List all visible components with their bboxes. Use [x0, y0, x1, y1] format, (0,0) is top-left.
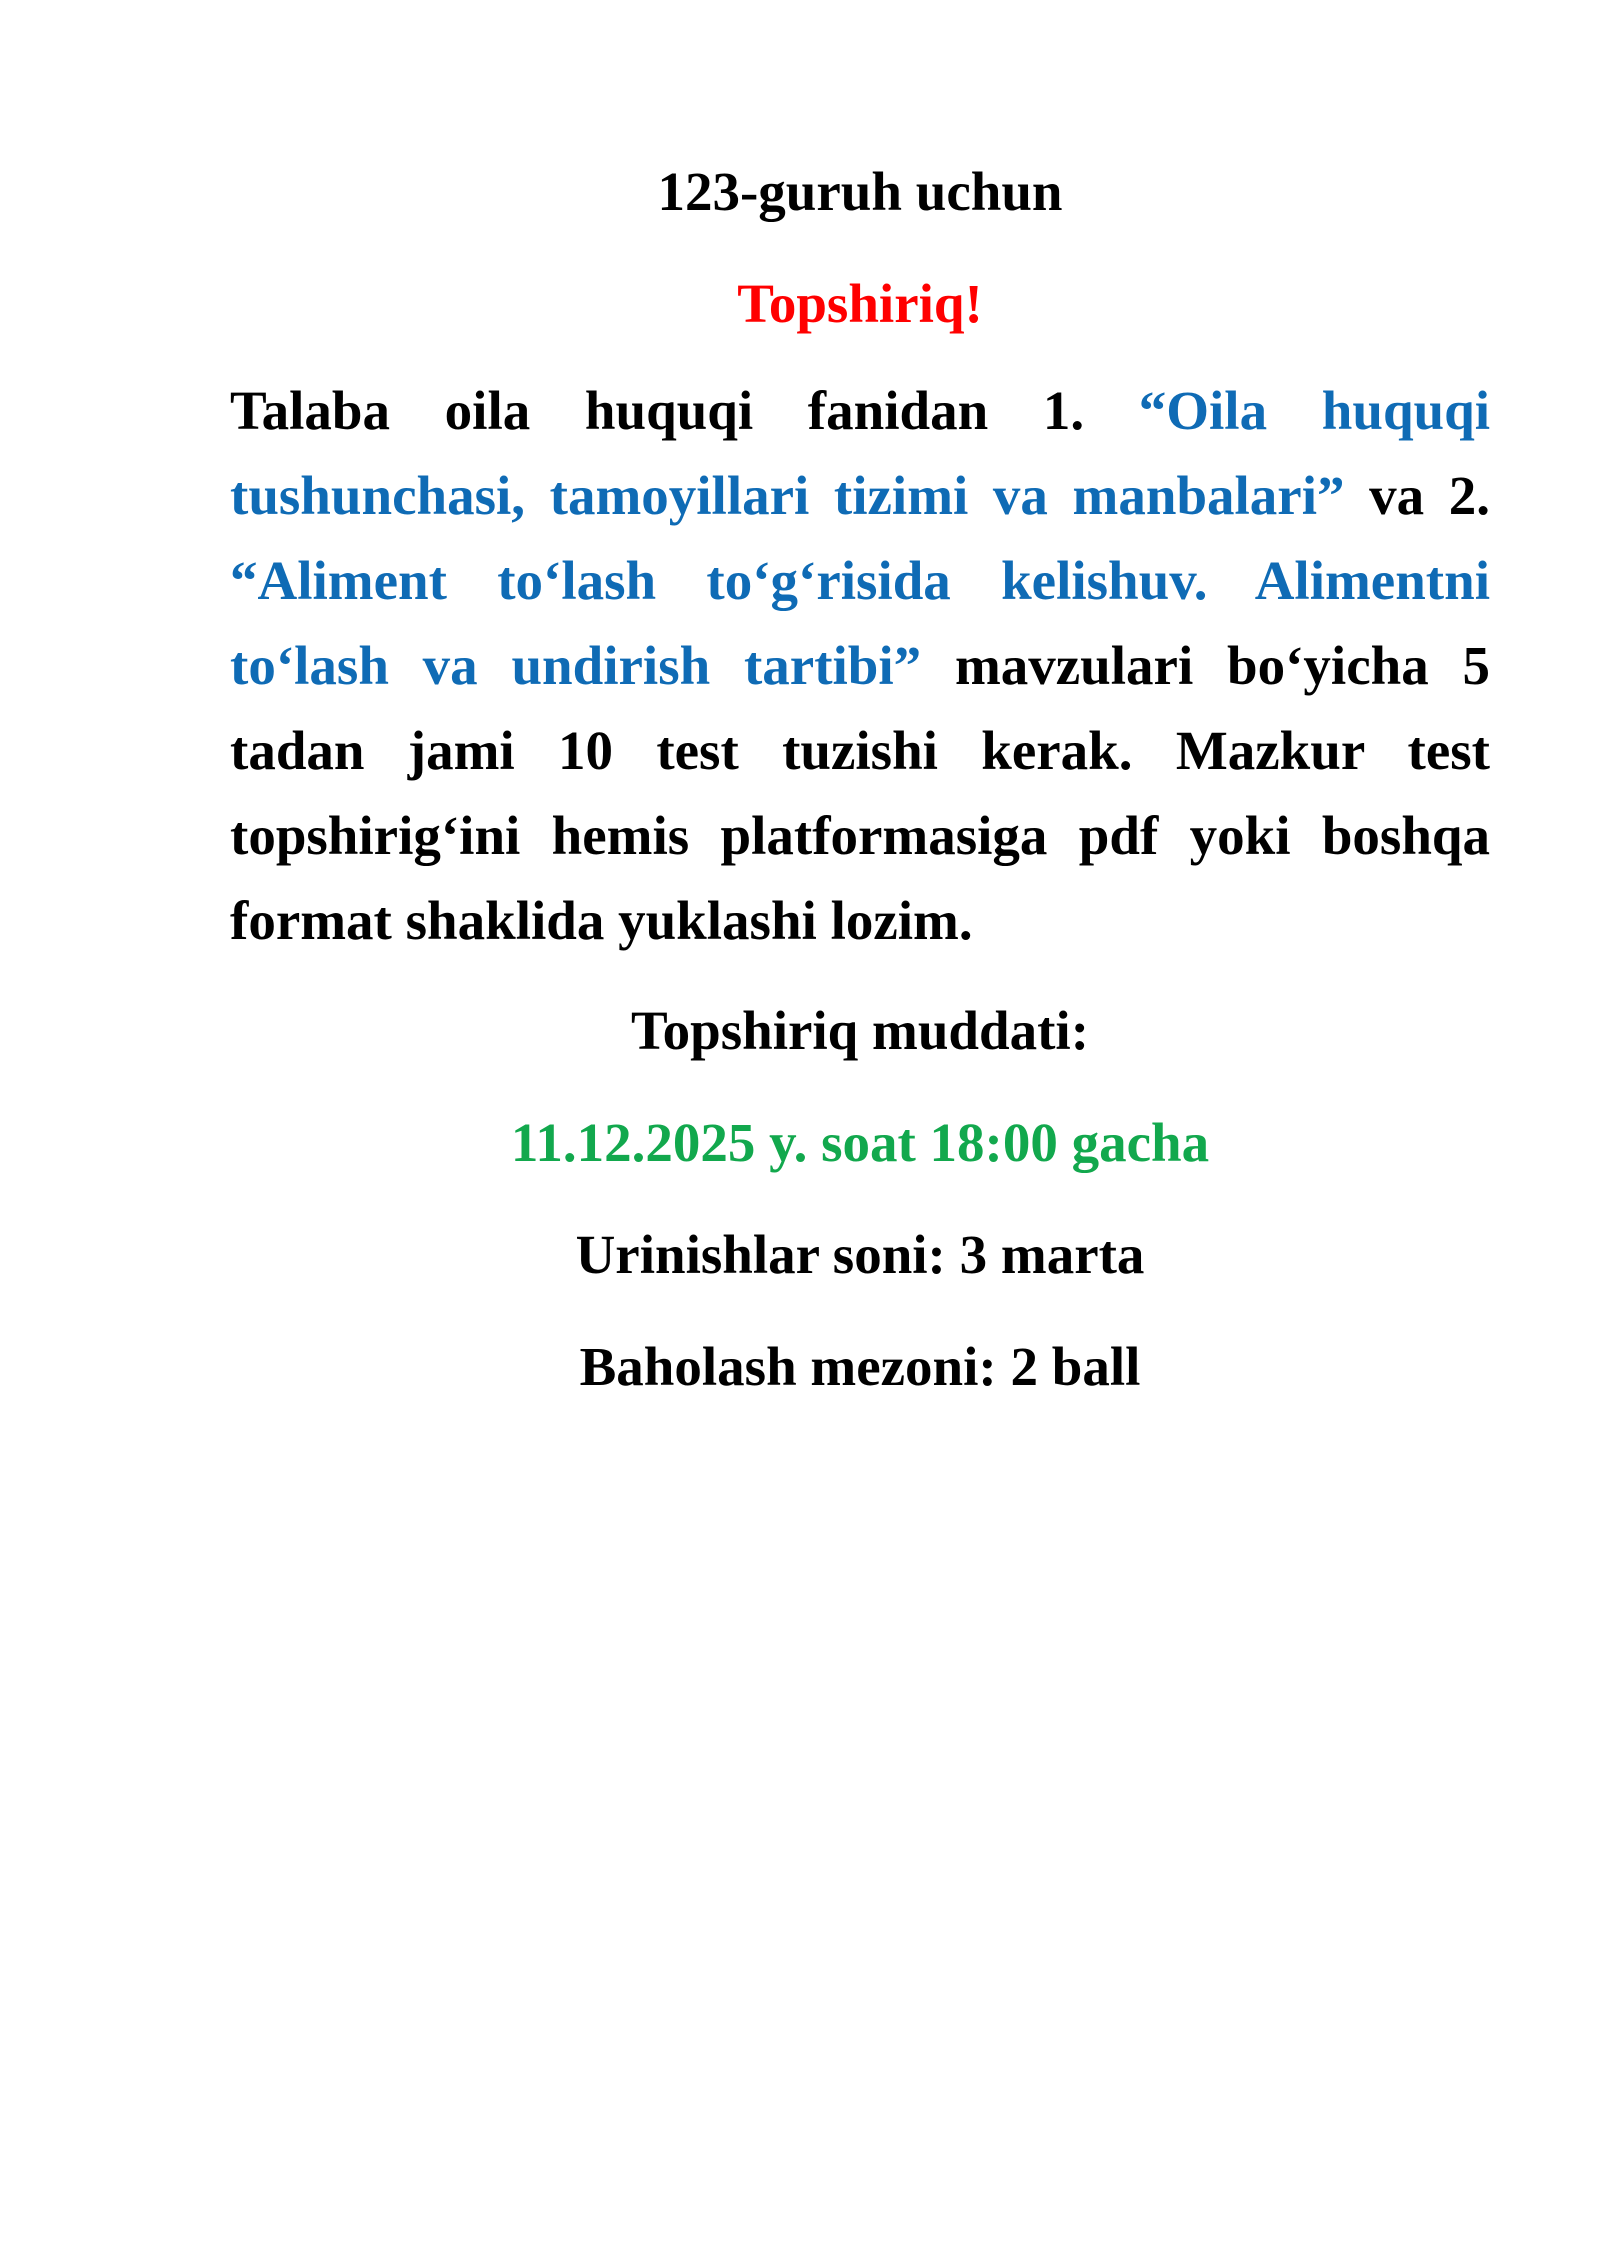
task-paragraph — [230, 368, 1490, 963]
deadline-value: 11.12.2025 y. soat 18:00 gacha — [510, 1112, 1210, 1173]
paragraph-connector: va 2. — [1344, 465, 1491, 526]
group-heading: 123-guruh uchun — [657, 161, 1063, 222]
attempts-info: Urinishlar soni: 3 marta — [575, 1224, 1145, 1285]
task-heading: Topshiriq! — [737, 273, 983, 334]
deadline-label: Topshiriq muddati: — [630, 1000, 1090, 1061]
paragraph-instructions: mavzulari bo‘yicha 5 tadan jami 10 test tuzishi kerak. Mazkur test topshirig‘ini hemis platformasiga pdf yoki boshqa format shaklida yuklashi lozim. — [230, 635, 1490, 951]
grading-info: Baholash mezoni: 2 ball — [579, 1336, 1141, 1397]
document-content — [230, 150, 1490, 1409]
paragraph-intro: Talaba oila huquqi fanidan 1. — [230, 380, 1139, 441]
topic-one: “Oila huquqi tushunchasi, tamoyillari tizimi va manbalari” — [230, 380, 1490, 526]
topic-two: “Aliment to‘lash to‘g‘risida kelishuv. Alimentni to‘lash va undirish tartibi” — [230, 550, 1490, 696]
